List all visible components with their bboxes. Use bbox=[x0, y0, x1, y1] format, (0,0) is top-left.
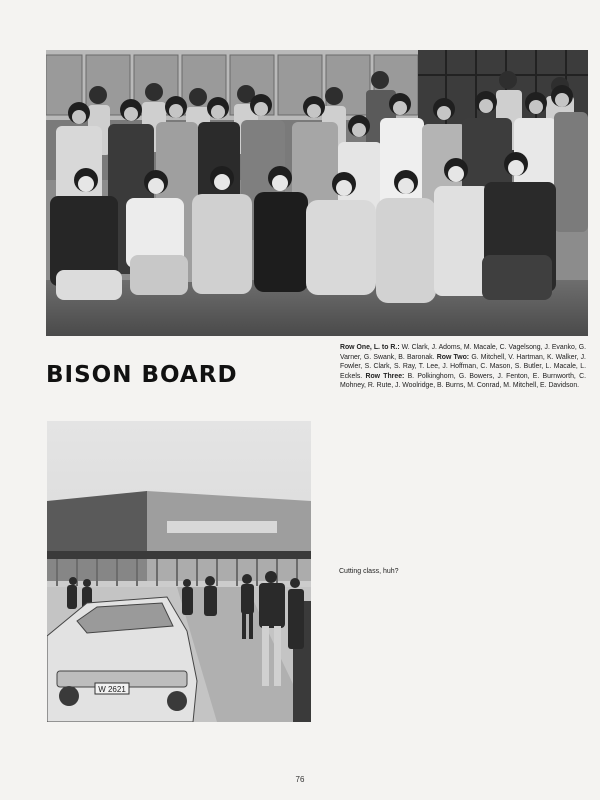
row-two-names: G. Mitchell, V. Hartman, K. Walker, J. Fowler, S. Clark, S. Ray, T. Lee, J. Hoffman, C. Mason, S. Butler, L. Macale, L. Eckels. bbox=[340, 353, 586, 380]
row-one-names: W. Clark, J. Adoms, M. Macale, C. Vagelsong, J. Evanko, G. Varner, G. Swank, B. Baronak. bbox=[340, 344, 586, 361]
license-plate-text: W 2621 bbox=[98, 685, 126, 694]
group-photo-caption bbox=[340, 343, 586, 391]
row-three-label: Row Three: bbox=[365, 372, 405, 380]
campus-photo-caption: Cutting class, huh? bbox=[339, 568, 399, 575]
campus-photo bbox=[47, 421, 311, 722]
group-photo bbox=[46, 50, 588, 336]
page-number: 76 bbox=[295, 775, 305, 784]
row-three-names: B. Polkinghorn, G. Bowers, J. Fenton, E. Burnworth, C. Mohney, R. Rute, J. Woolridge, B. Burns, M. Conrad, M. Mitchell, E. Davidson. bbox=[340, 372, 586, 389]
row-one-label: Row One, L. to R.: bbox=[340, 344, 400, 351]
row-two-label: Row Two: bbox=[436, 353, 470, 361]
section-heading: BISON BOARD bbox=[46, 362, 238, 388]
